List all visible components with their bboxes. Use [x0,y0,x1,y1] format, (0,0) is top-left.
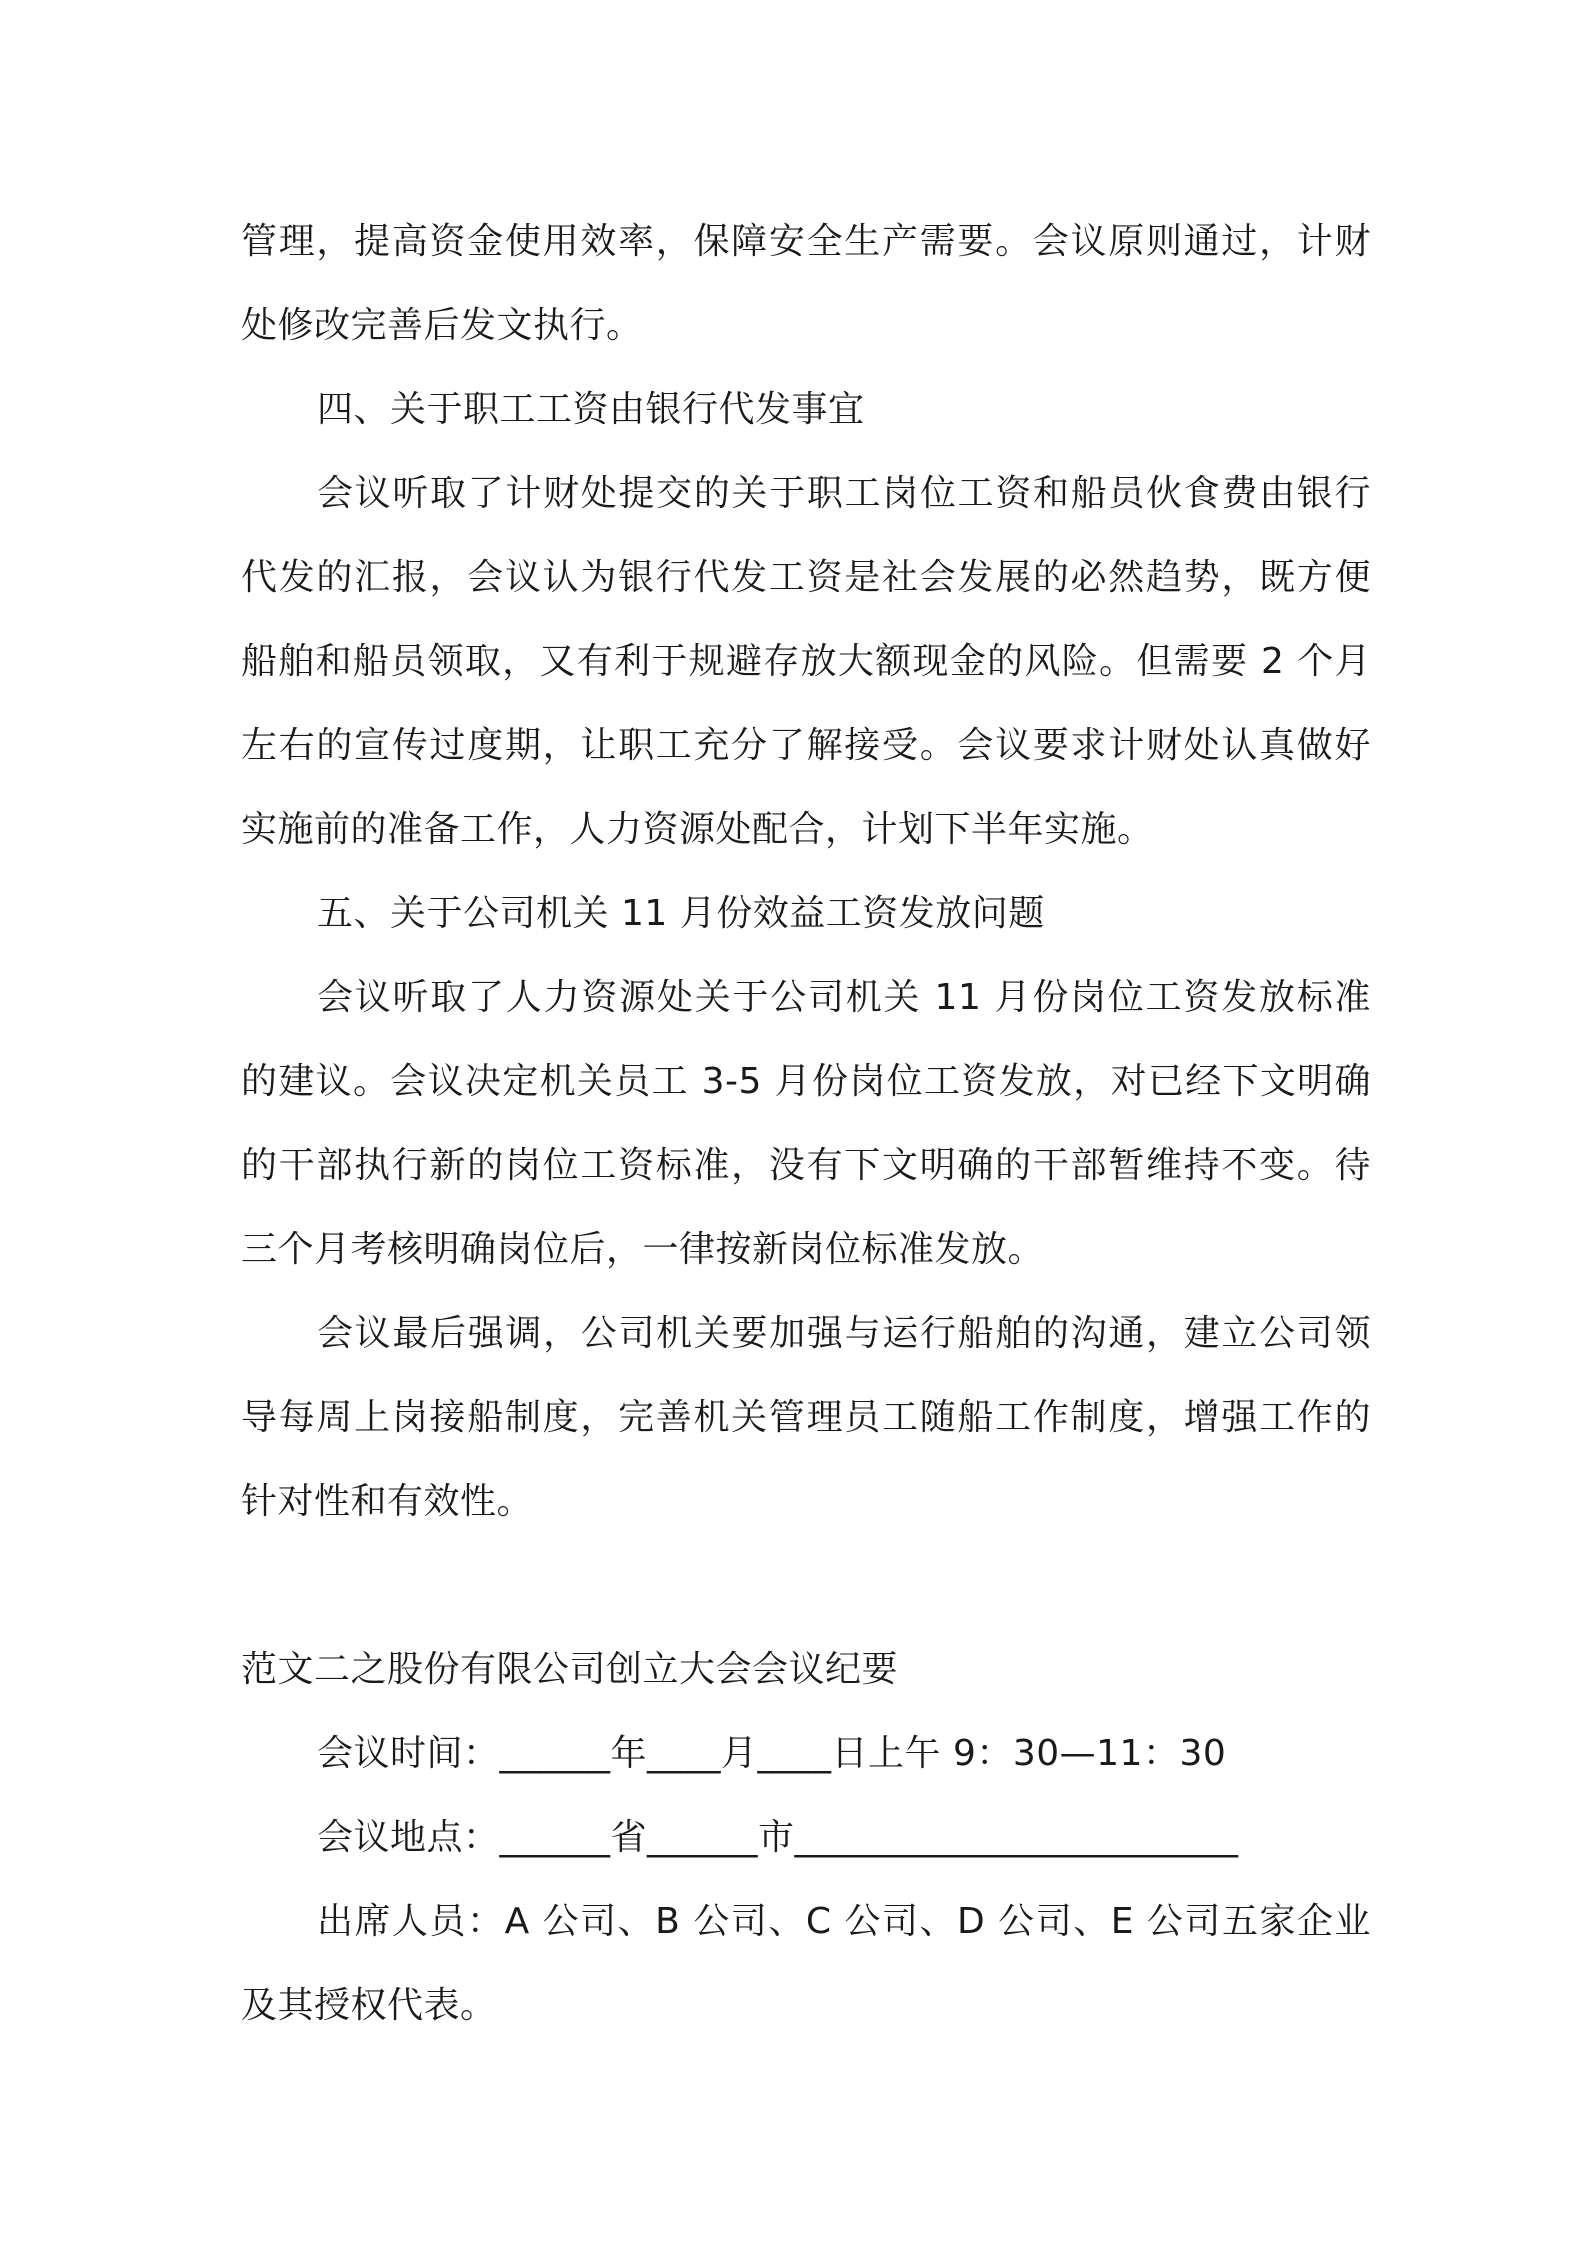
section-heading-5: 五、关于公司机关 11 月份效益工资发放问题 [317,893,1045,934]
meeting-place-line: 会议地点：______省______市________________________ [317,1817,1239,1858]
section-heading-4: 四、关于职工工资由银行代发事宜 [317,389,865,430]
attendees-line: 出席人员：A 公司、B 公司、C 公司、D 公司、E 公司五家企业及其授权代表。 [241,1901,1371,2026]
section-spacer [241,1544,1371,1628]
sample-two-title: 范文二之股份有限公司创立大会会议纪要 [241,1649,899,1690]
paragraph-bank-payroll: 会议听取了计财处提交的关于职工岗位工资和船员伙食费由银行代发的汇报，会议认为银行代发工资是社会发展的必然趋势，既方便船舶和船员领取，又有利于规避存放大额现金的风险。但需要 2 个月左右的宣传过度期，让职工充分了解接受。会议要求计财处认真做好实施前的准备工作，人力资源处配合，计划下半年实施。 [241,473,1371,850]
paragraph-salary-standard: 会议听取了人力资源处关于公司机关 11 月份岗位工资发放标准的建议。会议决定机关员工 3-5 月份岗位工资发放，对已经下文明确的干部执行新的岗位工资标准，没有下文明确的干部暂维持不变。待三个月考核明确岗位后，一律按新岗位标准发放。 [241,977,1371,1270]
paragraph-closing-emphasis: 会议最后强调，公司机关要加强与运行船舶的沟通，建立公司领导每周上岗接船制度，完善机关管理员工随船工作制度，增强工作的针对性和有效性。 [241,1313,1371,1522]
meeting-time-line: 会议时间：______年____月____日上午 9：30—11：30 [317,1733,1227,1774]
document-body [241,200,1371,2048]
paragraph-funds-management: 管理，提高资金使用效率，保障安全生产需要。会议原则通过，计财处修改完善后发文执行。 [241,221,1371,346]
